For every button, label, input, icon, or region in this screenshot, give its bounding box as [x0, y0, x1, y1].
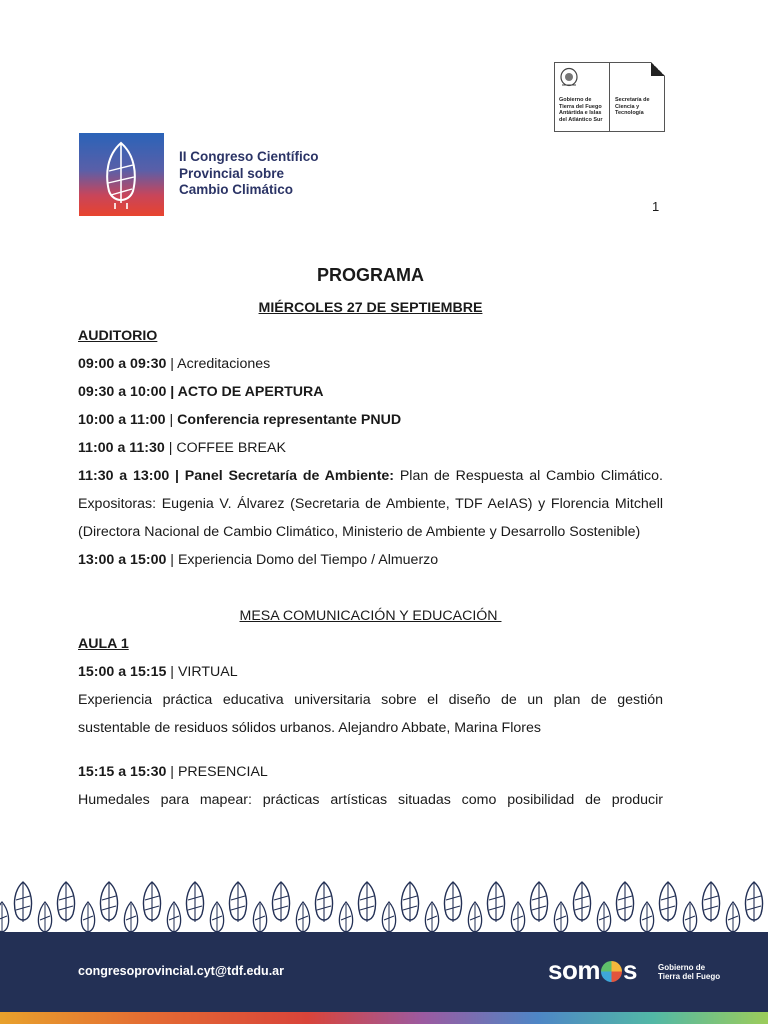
program-day: MIÉRCOLES 27 DE SEPTIEMBRE [258, 300, 483, 316]
spacer [78, 574, 663, 602]
congress-title-line: Provincial sobre [179, 165, 285, 181]
schedule-item [78, 406, 663, 434]
session-time: 15:15 a 15:30 [78, 764, 167, 780]
separator: | [166, 552, 178, 568]
gov-name-line: del Atlántico Sur [559, 116, 603, 123]
schedule-time: 10:00 a 11:00 [78, 412, 166, 428]
schedule-item [78, 378, 663, 406]
gov-name-line: Gobierno de [559, 97, 592, 103]
colorful-o-icon [601, 961, 622, 982]
footer-bar [0, 932, 768, 1012]
schedule-time: 11:30 a 13:00 | Panel Secretaría de Ambiente: [78, 468, 395, 484]
schedule-time: 11:00 a 11:30 [78, 440, 165, 456]
session-description: Humedales para mapear: prácticas artísticas situadas como posibilidad de producir [78, 792, 663, 808]
separator: | [164, 440, 177, 456]
secretaria-line: Ciencia y [615, 103, 640, 110]
schedule-item [78, 546, 663, 574]
congress-title-line: Cambio Climático [179, 182, 294, 197]
gov-name-line: Tierra del Fuego [559, 103, 602, 110]
congress-logo [79, 133, 164, 216]
schedule-time: 09:30 a 10:00 | ACTO DE APERTURA [78, 384, 324, 400]
secretaria-name [615, 97, 663, 117]
venue-aula: AULA 1 [78, 636, 129, 652]
separator: | [166, 764, 178, 780]
session-mode: VIRTUAL [177, 664, 238, 680]
schedule-text: Acreditaciones [177, 356, 271, 372]
somos-logo [548, 956, 637, 984]
brand-text: som [548, 955, 600, 985]
schedule-item [78, 350, 663, 378]
gov-name [559, 97, 607, 123]
congress-title [179, 149, 399, 199]
brand-subtitle-line: Gobierno de [658, 963, 706, 972]
government-logo [554, 62, 665, 132]
brand-text: s [622, 955, 637, 985]
rainbow-stripe [0, 1012, 768, 1024]
leaf-icon [79, 133, 164, 216]
page-number: 1 [652, 199, 660, 214]
contact-email-link[interactable]: congresoprovincial.cyt@tdf.edu.ar [78, 964, 284, 978]
separator: | [166, 356, 178, 372]
session-time: 15:00 a 15:15 [78, 664, 167, 680]
program-document [78, 262, 663, 814]
secretaria-line: Tecnología [615, 110, 644, 116]
page-fold-icon [651, 62, 665, 76]
spacer [78, 742, 663, 758]
schedule-item [78, 434, 663, 462]
separator: | [166, 664, 178, 680]
schedule-item [78, 462, 663, 546]
schedule-time: 09:00 a 09:30 [78, 356, 167, 372]
schedule-text: Experiencia Domo del Tiempo / Almuerzo [177, 552, 439, 568]
congress-title-line: II Congreso Científico [179, 149, 319, 164]
mesa-title: MESA COMUNICACIÓN Y EDUCACIÓN [239, 608, 502, 624]
leaf-pattern-band [0, 880, 768, 932]
schedule-text: Conferencia representante PNUD [177, 412, 402, 428]
session-mode: PRESENCIAL [177, 764, 268, 780]
brand-subtitle [658, 963, 720, 981]
session-description: Experiencia práctica educativa universitaria sobre el diseño de un plan de gestión sustentable de residuos sólidos urbanos. Alejandro Abbate, Marina Flores [78, 692, 663, 736]
program-title: PROGRAMA [317, 265, 424, 285]
schedule-time: 13:00 a 15:00 [78, 552, 167, 568]
crest-icon [559, 67, 579, 89]
secretaria-line: Secretaría de [615, 97, 650, 103]
schedule-text: Plan de Respuesta al Cambio Climático. Expositoras: Eugenia V. Álvarez (Secretaria de Ambiente, TDF AeIAS) y Florencia Mitchell (Directora Nacional de Cambio Climático, Ministerio de Ambiente y Desarrollo Sostenible) [78, 468, 663, 540]
session-header [78, 658, 663, 686]
schedule-text: COFFEE BREAK [176, 440, 286, 456]
session-header [78, 758, 663, 786]
gov-name-line: Antártida e Islas [559, 110, 602, 116]
venue-auditorio: AUDITORIO [78, 328, 158, 344]
brand-subtitle-line: Tierra del Fuego [658, 972, 721, 981]
separator: | [165, 412, 178, 428]
logo-divider [609, 63, 610, 131]
